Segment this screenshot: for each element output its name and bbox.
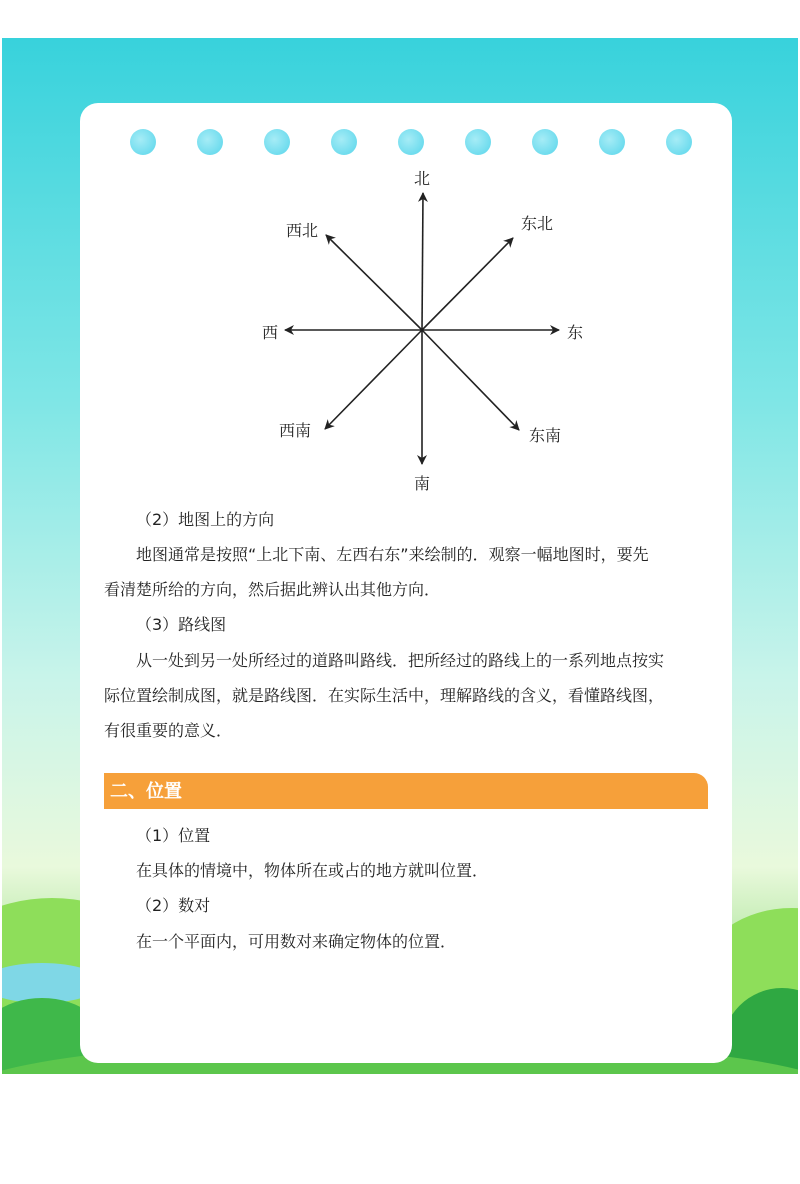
paragraph-line: 地图通常是按照“上北下南、左西右东”来绘制的．观察一幅地图时，要先 — [136, 545, 649, 564]
position-heading: （1）位置 — [136, 826, 211, 845]
map-direction-heading: （2）地图上的方向 — [136, 510, 275, 529]
north-arrow — [422, 193, 423, 330]
south-label: 南 — [413, 474, 431, 493]
southeast-label: 东南 — [528, 426, 562, 445]
section-title: 二、位置 — [110, 781, 182, 802]
paragraph-line: 看清楚所给的方向，然后据此辨认出其他方向． — [104, 580, 441, 599]
compass-diagram — [0, 0, 800, 520]
west-label: 西 — [261, 323, 279, 342]
number-pair-heading: （2）数对 — [136, 896, 211, 915]
northwest-arrow — [326, 235, 422, 330]
north-label: 北 — [413, 169, 431, 188]
northeast-arrow — [422, 238, 513, 330]
paragraph-line: 际位置绘制成图，就是路线图．在实际生活中，理解路线的含义，看懂路线图， — [104, 686, 665, 705]
northwest-label: 西北 — [285, 221, 319, 240]
route-map-heading: （3）路线图 — [136, 615, 227, 634]
paragraph-line: 在具体的情境中，物体所在或占的地方就叫位置． — [136, 861, 489, 880]
southwest-arrow — [325, 330, 422, 429]
paragraph-line: 有很重要的意义． — [104, 721, 233, 740]
paragraph-line: 从一处到另一处所经过的道路叫路线．把所经过的路线上的一系列地点按实 — [136, 651, 665, 670]
section-header-bar — [104, 773, 708, 809]
southwest-label: 西南 — [278, 421, 312, 440]
paragraph-line: 在一个平面内，可用数对来确定物体的位置． — [136, 932, 457, 951]
east-label: 东 — [566, 323, 584, 342]
southeast-arrow — [422, 330, 519, 430]
northeast-label: 东北 — [520, 214, 554, 233]
